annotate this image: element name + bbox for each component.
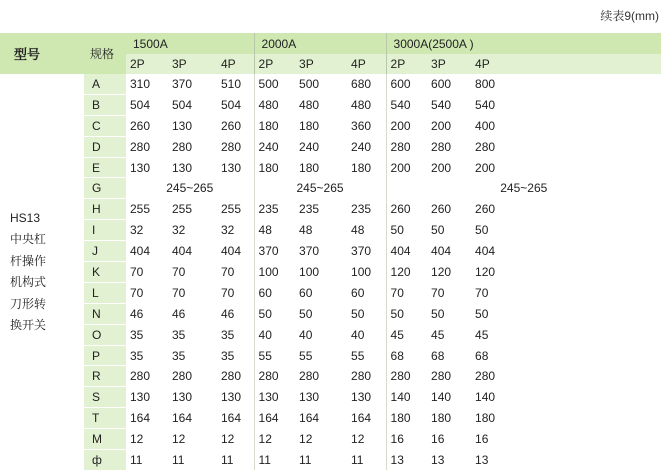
header-row-groups (0, 33, 661, 54)
value-cell: 130 (172, 118, 193, 133)
value-cell: 130 (351, 390, 372, 405)
value-cell: 35 (221, 348, 235, 363)
table-row (0, 324, 661, 345)
value-cell: 240 (351, 139, 372, 154)
value-cell: 60 (254, 282, 295, 303)
value-cell: 70 (475, 285, 489, 300)
spec-label: J (84, 241, 126, 262)
group-header-1500a: 1500A (126, 33, 254, 54)
table-row (0, 366, 661, 387)
value-cell: 180 (475, 411, 496, 426)
value-cell: 255 (172, 202, 193, 217)
value-cell: 370 (172, 77, 193, 92)
value-cell: 100 (351, 264, 372, 279)
table-row (0, 303, 661, 324)
span-value-cell: 245~265 (386, 178, 661, 199)
value-cell: 180 (386, 408, 427, 429)
value-cell: 100 (299, 264, 320, 279)
value-cell: 68 (386, 345, 427, 366)
value-cell: 35 (172, 327, 186, 342)
spec-label: I (84, 220, 126, 241)
value-cell: 12 (172, 432, 186, 447)
value-cell: 680 (351, 77, 372, 92)
table-row (0, 136, 661, 157)
value-cell: 164 (221, 411, 242, 426)
value-cell: 55 (351, 348, 365, 363)
value-cell: 180 (431, 411, 452, 426)
value-cell: 240 (254, 136, 295, 157)
value-cell: 130 (254, 387, 295, 408)
value-cell: 180 (351, 160, 372, 175)
value-cell: 70 (221, 264, 235, 279)
value-cell: 280 (130, 369, 151, 384)
value-cell: 504 (172, 97, 193, 112)
value-cell: 370 (299, 244, 320, 259)
spec-label: D (84, 136, 126, 157)
spec-label: E (84, 157, 126, 178)
value-cell: 600 (431, 77, 452, 92)
value-cell: 45 (386, 324, 427, 345)
value-cell: 180 (299, 118, 320, 133)
value-cell: 13 (386, 450, 427, 471)
value-cell: 164 (254, 408, 295, 429)
value-cell: 235 (351, 202, 372, 217)
value-cell: 280 (172, 369, 193, 384)
value-cell: 164 (130, 411, 151, 426)
span-value-cell: 245~265 (166, 181, 214, 196)
spec-label: O (84, 324, 126, 345)
table-row (0, 94, 661, 115)
value-cell: 50 (475, 223, 489, 238)
spec-label: M (84, 429, 126, 450)
value-cell: 260 (431, 202, 452, 217)
value-cell: 70 (431, 285, 445, 300)
value-cell: 200 (386, 115, 427, 136)
value-cell: 48 (254, 220, 295, 241)
value-cell: 50 (351, 306, 365, 321)
model-name: HS13 中央杠 杆操作 机构式 刀形转 换开关 (0, 74, 84, 470)
value-cell: 164 (351, 411, 372, 426)
value-cell: 540 (475, 97, 496, 112)
pole-header: 3P (427, 54, 471, 74)
value-cell: 200 (431, 160, 452, 175)
value-cell: 280 (386, 366, 427, 387)
pole-header: 2P (254, 54, 295, 74)
spec-header: 规格 (84, 33, 126, 74)
table-row (0, 345, 661, 366)
pole-header: 4P (347, 54, 386, 74)
value-cell: 40 (299, 327, 313, 342)
value-cell: 12 (299, 432, 313, 447)
table-row (0, 450, 661, 471)
value-cell: 404 (221, 244, 242, 259)
value-cell: 235 (254, 199, 295, 220)
value-cell: 360 (351, 118, 372, 133)
value-cell: 50 (299, 306, 313, 321)
value-cell: 46 (221, 306, 235, 321)
value-cell: 200 (431, 118, 452, 133)
value-cell: 48 (351, 223, 365, 238)
table-row (0, 387, 661, 408)
value-cell: 140 (431, 390, 452, 405)
value-cell: 404 (475, 244, 496, 259)
value-cell: 310 (130, 77, 151, 92)
value-cell: 70 (221, 285, 235, 300)
value-cell: 11 (172, 452, 185, 467)
value-cell: 12 (254, 429, 295, 450)
value-cell: 255 (221, 202, 242, 217)
value-cell: 32 (130, 223, 144, 238)
value-cell: 70 (386, 282, 427, 303)
spec-label: T (84, 408, 126, 429)
value-cell: 130 (299, 390, 320, 405)
pole-header: 4P (217, 54, 254, 74)
value-cell: 68 (475, 348, 489, 363)
value-cell: 70 (130, 264, 144, 279)
value-cell: 35 (172, 348, 186, 363)
span-value-cell: 245~265 (254, 178, 386, 199)
value-cell: 45 (431, 327, 445, 342)
value-cell: 50 (431, 223, 445, 238)
value-cell: 50 (254, 303, 295, 324)
pole-header: 2P (126, 54, 168, 74)
value-cell: 50 (386, 220, 427, 241)
table-row (0, 178, 661, 199)
dimension-table (0, 33, 661, 471)
table-row (0, 241, 661, 262)
value-cell: 280 (172, 139, 193, 154)
spec-label: A (84, 74, 126, 94)
value-cell: 60 (351, 285, 365, 300)
value-cell: 13 (475, 452, 489, 467)
value-cell: 180 (254, 157, 295, 178)
value-cell: 70 (172, 264, 186, 279)
value-cell: 370 (254, 241, 295, 262)
value-cell: 50 (431, 306, 445, 321)
value-cell: 370 (351, 244, 372, 259)
table-row (0, 74, 661, 94)
value-cell: 35 (130, 327, 144, 342)
value-cell: 480 (299, 97, 320, 112)
value-cell: 404 (431, 244, 452, 259)
value-cell: 130 (221, 390, 242, 405)
value-cell: 140 (475, 390, 496, 405)
value-cell: 12 (351, 432, 365, 447)
value-cell: 280 (386, 136, 427, 157)
table-row (0, 199, 661, 220)
table-row (0, 220, 661, 241)
value-cell: 35 (221, 327, 235, 342)
value-cell: 46 (130, 306, 144, 321)
value-cell: 130 (130, 160, 151, 175)
value-cell: 11 (130, 452, 143, 467)
value-cell: 164 (172, 411, 193, 426)
value-cell: 280 (475, 369, 496, 384)
value-cell: 280 (431, 369, 452, 384)
pole-header: 2P (386, 54, 427, 74)
value-cell: 540 (386, 94, 427, 115)
value-cell: 16 (475, 432, 489, 447)
value-cell: 280 (351, 369, 372, 384)
pole-header: 3P (295, 54, 347, 74)
model-header: 型号 (0, 33, 84, 74)
value-cell: 164 (299, 411, 320, 426)
value-cell: 68 (431, 348, 445, 363)
value-cell: 120 (386, 262, 427, 283)
value-cell: 404 (386, 241, 427, 262)
value-cell: 540 (431, 97, 452, 112)
value-cell: 180 (254, 115, 295, 136)
table-row (0, 262, 661, 283)
table-row (0, 408, 661, 429)
value-cell: 260 (130, 118, 151, 133)
value-cell: 260 (475, 202, 496, 217)
value-cell: 510 (221, 77, 242, 92)
value-cell: 200 (475, 160, 496, 175)
value-cell: 11 (299, 452, 312, 467)
value-cell: 280 (299, 369, 320, 384)
value-cell: 404 (172, 244, 193, 259)
value-cell: 70 (130, 285, 144, 300)
value-cell: 50 (475, 306, 489, 321)
table-row (0, 429, 661, 450)
value-cell: 32 (172, 223, 186, 238)
value-cell: 40 (351, 327, 365, 342)
spec-label: R (84, 366, 126, 387)
value-cell: 11 (254, 450, 295, 471)
value-cell: 280 (254, 366, 295, 387)
value-cell: 480 (254, 94, 295, 115)
value-cell: 260 (221, 118, 242, 133)
table-body (0, 74, 661, 470)
spec-label: G (84, 178, 126, 199)
value-cell: 255 (130, 202, 151, 217)
table-caption: 续表9(mm) (600, 9, 659, 23)
value-cell: 45 (475, 327, 489, 342)
value-cell: 12 (221, 432, 235, 447)
value-cell: 504 (130, 97, 151, 112)
value-cell: 32 (221, 223, 235, 238)
value-cell: 130 (221, 160, 242, 175)
value-cell: 13 (431, 452, 445, 467)
value-cell: 16 (386, 429, 427, 450)
value-cell: 46 (172, 306, 186, 321)
spec-label: K (84, 262, 126, 283)
value-cell: 16 (431, 432, 445, 447)
value-cell: 280 (221, 369, 242, 384)
group-header-2000a: 2000A (254, 33, 386, 54)
value-cell: 35 (130, 348, 144, 363)
pole-header: 3P (168, 54, 217, 74)
value-cell: 100 (254, 262, 295, 283)
spec-label: C (84, 115, 126, 136)
spec-label: N (84, 303, 126, 324)
value-cell: 280 (475, 139, 496, 154)
value-cell: 40 (254, 324, 295, 345)
value-cell: 50 (386, 303, 427, 324)
value-cell: 70 (172, 285, 186, 300)
spec-label: S (84, 387, 126, 408)
table-row (0, 115, 661, 136)
value-cell: 800 (475, 77, 496, 92)
value-cell: 55 (254, 345, 295, 366)
value-cell: 55 (299, 348, 313, 363)
value-cell: 280 (431, 139, 452, 154)
value-cell: 130 (130, 390, 151, 405)
value-cell: 240 (299, 139, 320, 154)
value-cell: 12 (130, 432, 144, 447)
value-cell: 48 (299, 223, 313, 238)
value-cell: 130 (172, 390, 193, 405)
spec-label: ф (84, 450, 126, 471)
spec-label: B (84, 94, 126, 115)
value-cell: 280 (221, 139, 242, 154)
value-cell: 120 (475, 264, 496, 279)
value-cell: 400 (475, 118, 496, 133)
value-cell: 480 (351, 97, 372, 112)
value-cell: 130 (172, 160, 193, 175)
pole-header: 4P (471, 54, 661, 74)
value-cell: 180 (299, 160, 320, 175)
spec-label: L (84, 282, 126, 303)
table-row (0, 282, 661, 303)
value-cell: 500 (299, 77, 320, 92)
value-cell: 280 (130, 139, 151, 154)
value-cell: 600 (386, 74, 427, 94)
value-cell: 140 (386, 387, 427, 408)
value-cell: 200 (386, 157, 427, 178)
value-cell: 500 (254, 74, 295, 94)
spec-label: H (84, 199, 126, 220)
value-cell: 504 (221, 97, 242, 112)
table-row (0, 157, 661, 178)
value-cell: 235 (299, 202, 320, 217)
spec-label: P (84, 345, 126, 366)
value-cell: 404 (130, 244, 151, 259)
value-cell: 11 (351, 452, 364, 467)
value-cell: 260 (386, 199, 427, 220)
value-cell: 120 (431, 264, 452, 279)
value-cell: 60 (299, 285, 313, 300)
group-header-3000a: 3000A(2500A ) (386, 33, 661, 54)
value-cell: 11 (221, 452, 234, 467)
